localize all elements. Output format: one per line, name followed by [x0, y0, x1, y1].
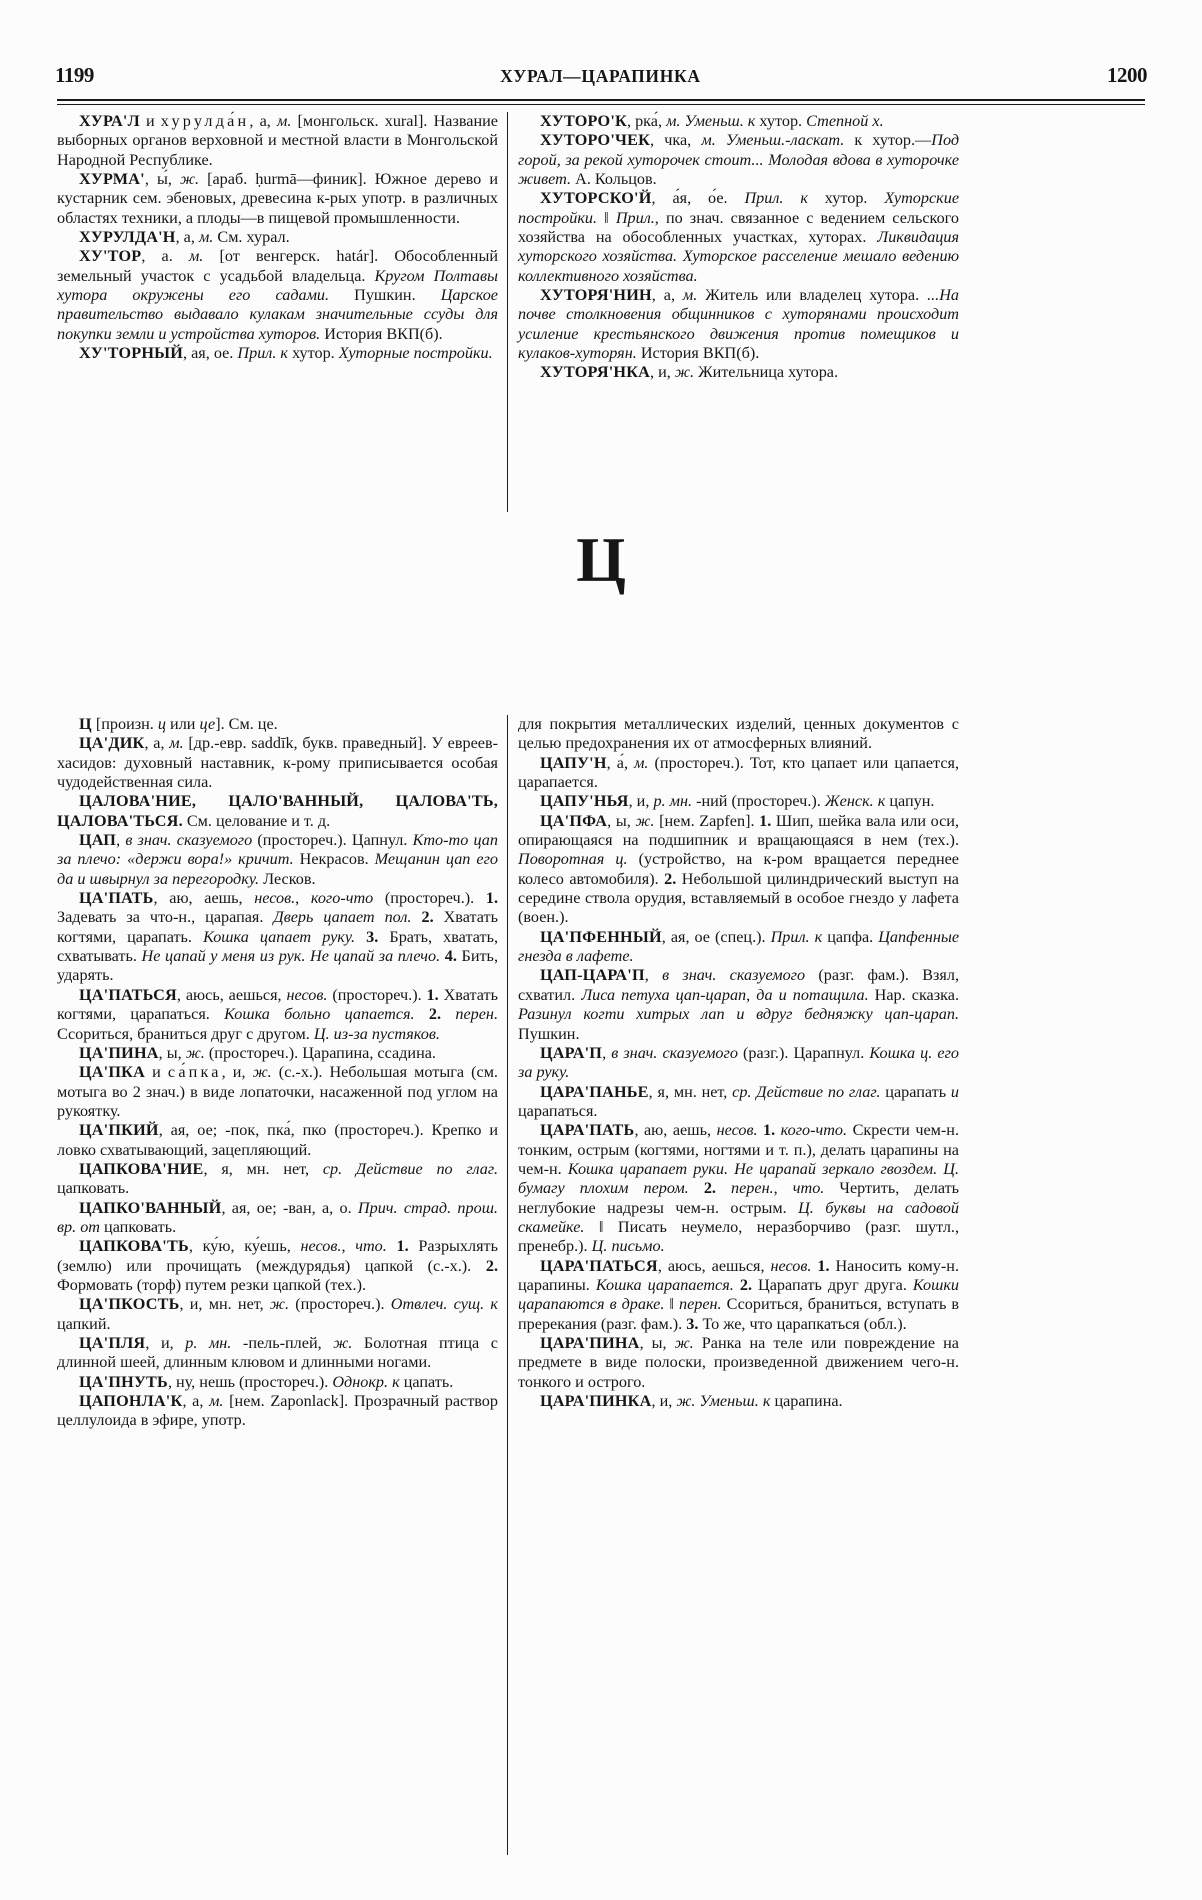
- column-bottom-right: [518, 715, 959, 1855]
- dictionary-entry: ЦА'ПАТЬСЯ, аюсь, аешься, несов. (простореч.). 1. Хватать когтями, царапаться. Кошка больно цапается. 2. перен. Ссориться, браниться друг с другом. Ц. из-за пустяков.: [57, 985, 499, 1043]
- column-top-right: [518, 112, 959, 512]
- dictionary-entry: ЦА'ПНУТЬ, ну, нешь (простореч.). Однокр. к цапать.: [79, 1372, 454, 1391]
- running-head: [55, 56, 1147, 86]
- dictionary-entry: ЦАРА'П, в знач. сказуемого (разг.). Царапнул. Кошка ц. его за руку.: [518, 1043, 960, 1082]
- section-tsa: [57, 715, 1145, 1855]
- dictionary-entry: ЦАРА'ПАТЬСЯ, аюсь, аешься, несов. 1. Наносить кому-н. царапины. Кошка царапается. 2. Царапать друг друга. Кошки царапаются в драке. ǁ перен. Ссориться, браниться, вступать в пререкания (разг. фам.). 3. То же, что царапкаться (обл.).: [518, 1256, 960, 1333]
- dictionary-entry: ХУРА'Л и хурулда́н, а, м. [монгольск. xural]. Название выборных органов верховной и местной власти в Монгольской Народной Республике.: [57, 112, 498, 169]
- column-divider-rule: [507, 715, 508, 1855]
- dictionary-entry: ХУ'ТОР, а. м. [от венгерск. határ]. Обособленный земельный участок с усадьбой владельца. Кругом Полтавы хутора окружены его садами. Пушкин. Царское правительство выдавало кулакам значительные ссуды для покупки земли и устройства хуторов. История ВКП(б).: [57, 247, 498, 343]
- dictionary-entry: ХУТОРЯ'НКА, и, ж. Жительница хутора.: [540, 363, 839, 382]
- dictionary-entry: ХУТОРСКО'Й, а́я, о́е. Прил. к хутор. Хуторские постройки. ǁ Прил., по знач. связанное с ведением сельского хозяйства на обособленных участках, хуторах. Ликвидация хуторского хозяйства. Хуторское расселение мешало ведению коллективного хозяйства.: [518, 189, 960, 285]
- dictionary-entry: ЦАРА'ПАНЬЕ, я, мн. нет, ср. Действие по глаг. царапать и царапаться.: [518, 1082, 959, 1120]
- dictionary-entry: ЦАЛОВА'НИЕ, ЦАЛО'ВАННЫЙ, ЦАЛОВА'ТЬ, ЦАЛОВА'ТЬСЯ. См. целование и т. д.: [57, 792, 498, 830]
- dictionary-entry: ЦА'ПКОСТЬ, и, мн. нет, ж. (простореч.). Отвлеч. сущ. к цапкий.: [57, 1295, 498, 1333]
- dictionary-entry: ЦАПУ'НЬЯ, и, р. мн. -ний (простореч.). Женск. к цапун.: [540, 792, 935, 811]
- dictionary-entry: ЦАПКОВА'НИЕ, я, мн. нет, ср. Действие по глаг. цапковать.: [57, 1159, 498, 1198]
- dictionary-entry: ХУТОРЯ'НИН, а, м. Житель или владелец хутора. ...На почве столкновения общинников с хуторянами происходит усиление крестьянского движения против помещиков и кулаков-хуторян. История ВКП(б).: [518, 286, 959, 363]
- running-title: ХУРАЛ—ЦАРАПИНКА: [500, 65, 701, 86]
- dictionary-entry: ХУРМА', ы́, ж. [араб. ḥurmā—финик]. Южное дерево и кустарник сем. эбеновых, древесина к-рых употр. в различных областях техники, а плоды—в пищевой промышленности.: [57, 170, 498, 227]
- header-rule-thin: [57, 104, 1145, 105]
- dictionary-entry: ЦА'ПИНА, ы, ж. (простореч.). Царапина, ссадина.: [79, 1043, 436, 1062]
- dictionary-entry: ЦА'ПКА и са́пка, и, ж. (с.-х.). Небольшая мотыга (см. мотыга во 2 знач.) в виде лопаточки, насаженной под углом на рукоятку.: [57, 1063, 498, 1120]
- dictionary-entry: ЦА'ПКИЙ, ая, ое; -пок, пка́, пко (простореч.). Крепко и ловко схватывающий, зацепляющий.: [57, 1121, 498, 1159]
- letter-divider: [0, 524, 1202, 595]
- dictionary-entry: ЦАПОНЛА'К, а, м. [нем. Zaponlack]. Прозрачный раствор целлулоида в эфире, употр.: [57, 1392, 498, 1430]
- column-divider-rule: [507, 112, 508, 512]
- dictionary-entry: ЦАПКО'ВАННЫЙ, ая, ое; -ван, а, о. Прич. страд. прош. вр. от цапковать.: [57, 1198, 498, 1236]
- section-hural: [57, 112, 1145, 512]
- dictionary-entry: ХУРУЛДА'Н, а, м. См. хурал.: [79, 228, 290, 247]
- dictionary-entry: ЦАПКОВА'ТЬ, ку́ю, ку́ешь, несов., что. 1. Разрыхлять (землю) или прочищать (междурядья) цапкой (с.-х.). 2. Формовать (торф) путем резки цапкой (тех.).: [57, 1237, 498, 1294]
- dictionary-entry: ЦА'ПАТЬ, аю, аешь, несов., кого-что (простореч.). 1. Задевать за что-н., царапая. Дверь цапает пол. 2. Хватать когтями, царапать. Кошка цапает руку. 3. Брать, хватать, схватывать. Не цапай у меня из рук. Не цапай за плечо. 4. Бить, ударять.: [57, 889, 498, 985]
- dictionary-entry: ЦА'ПФА, ы, ж. [нем. Zapfen]. 1. Шип, шейка вала или оси, опирающаяся на подшипник и вращающаяся в нем (тех.). Поворотная ц. (устройство, на к-ром вращается переднее колесо автомобиля). 2. Небольшой цилиндрический выступ на середине ствола орудия, вставляемый в особое гнездо у лафета (воен.).: [518, 811, 959, 927]
- folio-left: 1199: [55, 63, 94, 87]
- dictionary-entry: ЦА'ПФЕННЫЙ, ая, ое (спец.). Прил. к цапфа. Цапфенные гнезда в лафете.: [518, 927, 959, 966]
- column-bottom-left: [57, 715, 498, 1855]
- folio-right: 1200: [1107, 63, 1147, 87]
- header-rule-thick: [57, 99, 1145, 101]
- dictionary-entry: Ц [произн. ц или це]. См. це.: [79, 715, 278, 733]
- dictionary-entry: ЦАП, в знач. сказуемого (простореч.). Цапнул. Кто-то цап за плечо: «держи вора!» кричит. Некрасов. Мещанин цап его да и швырнул за перегородку. Лесков.: [57, 831, 498, 888]
- column-gutter-bottom: [498, 715, 518, 1855]
- dictionary-entry: ЦАРА'ПИНКА, и, ж. Уменьш. к царапина.: [540, 1392, 843, 1411]
- dictionary-entry: ХУ'ТОРНЫЙ, ая, ое. Прил. к хутор. Хуторные постройки.: [79, 344, 493, 363]
- dictionary-entry: ЦАПУ'Н, а́, м. (простореч.). Тот, кто цапает или цапается, царапается.: [518, 753, 960, 792]
- dictionary-entry: ХУТОРО'ЧЕК, чка, м. Уменьш.-ласкат. к хутор.—Под горой, за рекой хуторочек стоит... Молодая вдова в хуторочке живет. А. Кольцов.: [518, 131, 960, 189]
- column-top-left: [57, 112, 498, 512]
- column-gutter-top: [498, 112, 518, 512]
- dictionary-entry: ЦАРА'ПАТЬ, аю, аешь, несов. 1. кого-что. Скрести чем-н. тонким, острым (когтями, ногтями и т. п.), делать царапины на чем-н. Кошка царапает руки. Не царапай зеркало гвоздем. Ц. бумагу плохим пером. 2. перен., что. Чертить, делать неглубокие надрезы чем-н. острым. Ц. буквы на садовой скамейке. ǁ Писать неумело, неразборчиво (разг. шутл., пренебр.). Ц. письмо.: [518, 1121, 960, 1256]
- dictionary-entry: ХУТОРО'К, рка́, м. Уменьш. к хутор. Степной х.: [540, 112, 884, 130]
- dictionary-entry: ЦА'ДИК, а, м. [др.-евр. saddīk, букв. праведный]. У евреев-хасидов: духовный наставник, к-рому приписывается особая чудодейственная сила.: [57, 734, 498, 792]
- letter-divider-glyph: Ц: [576, 524, 626, 595]
- dictionary-entry: ЦАРА'ПИНА, ы, ж. Ранка на теле или повреждение на предмете в виде полоски, произведенной движением чего-н. тонкого и острого.: [518, 1334, 959, 1391]
- dictionary-entry: ЦАП-ЦАРА'П, в знач. сказуемого (разг. фам.). Взял, схватил. Лиса петуха цап-царап, да и потащила. Нар. сказка. Разинул когти хитрых лап и вдруг бедняжку цап-царап. Пушкин.: [518, 966, 959, 1043]
- dictionary-entry: для покрытия металлических изделий, ценных документов с целью предохранения их от атмосферных влияний.: [518, 715, 959, 753]
- dictionary-entry: ЦА'ПЛЯ, и, р. мн. -пель-плей, ж. Болотная птица с длинной шеей, длинным клювом и длинными ногами.: [57, 1334, 498, 1372]
